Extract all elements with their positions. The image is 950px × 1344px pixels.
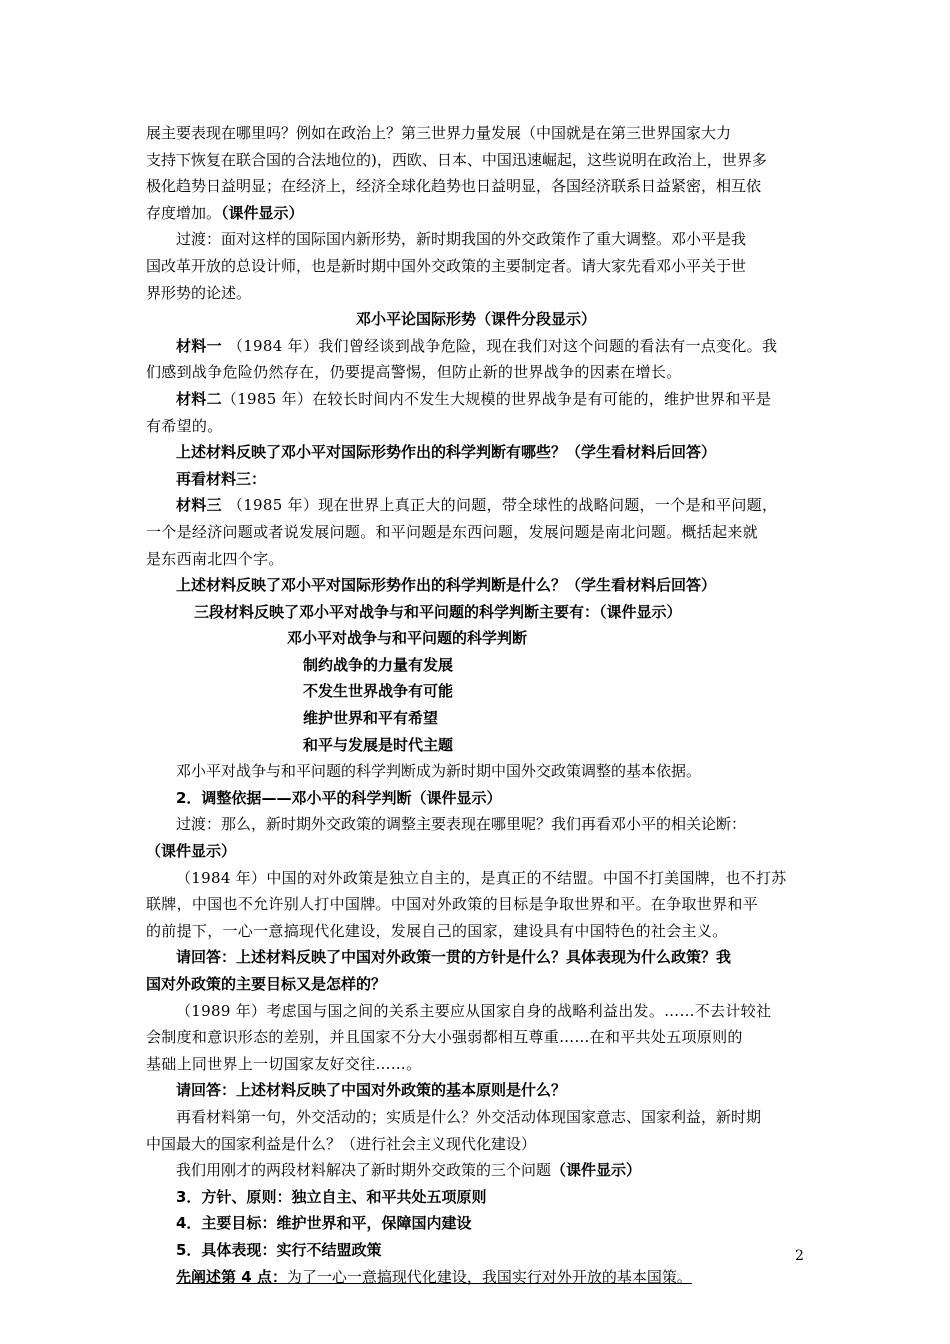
question-line: 请回答：上述材料反映了中国对外政策一贯的方针是什么？具体表现为什么政策？我 xyxy=(176,948,732,967)
text-span: （1985 年）在较长时间内不发生大规模的世界战争是有可能的，维护世界和平是 xyxy=(221,389,772,408)
material-line: 一个是经济问题或者说发展问题。和平问题是东西问题，发展问题是南北问题。概括起来就 xyxy=(146,522,759,541)
material-line: 会制度和意识形态的差别，并且国家不分大小强弱都相互尊重……在和平共处五项原则的 xyxy=(146,1028,743,1047)
material-line xyxy=(146,492,806,519)
material-line: 基础上同世界上一切国家友好交往……。 xyxy=(146,1054,422,1073)
text-span: 我们用刚才的两段材料解决了新时期外交政策的三个问题 xyxy=(176,1161,552,1180)
question-line: 三段材料反映了邓小平对战争与和平问题的科学判断主要有：（课件显示） xyxy=(194,602,682,621)
paragraph-line: 界形势的论述。 xyxy=(146,283,252,302)
underlined-text: 为了一心一意搞现代化建设，我国实行对外开放的基本国策。 xyxy=(286,1267,692,1286)
judgement-item: 和平与发展是时代主题 xyxy=(303,735,454,754)
material-line: 有希望的。 xyxy=(146,416,223,435)
question-line: 再看材料三： xyxy=(176,469,267,488)
paragraph-line xyxy=(146,200,806,227)
material-line: （1989 年）考虑国与国之间的关系主要应从国家自身的战略利益出发。……不去计较社 xyxy=(176,1001,772,1020)
paragraph-line: 中国最大的国家利益是什么？（进行社会主义现代化建设） xyxy=(146,1134,537,1153)
material-line: （1984 年）中国的对外政策是独立自主的，是真正的不结盟。中国不打美国牌，也不打苏 xyxy=(176,868,787,887)
material-line: 的前提下，一心一意搞现代化建设，发展自己的国家，建设具有中国特色的社会主义。 xyxy=(146,921,728,940)
judgement-item: 不发生世界战争有可能 xyxy=(303,682,454,701)
material-line xyxy=(146,333,806,360)
text-span: （1985 年）现在世界上真正大的问题，带全球性的战略问题，一个是和平问题， xyxy=(227,496,778,515)
material-label: 材料三 xyxy=(176,496,222,515)
judgement-item: 维护世界和平有希望 xyxy=(303,709,439,728)
text-span: （1984 年）我们曾经谈到战争危险，现在我们对这个问题的看法有一点变化。我 xyxy=(227,336,778,355)
bold-note: （课件显示） xyxy=(551,1161,642,1180)
question-line: 请回答：上述材料反映了中国对外政策的基本原则是什么？ xyxy=(176,1081,567,1100)
question-line: 国对外政策的主要目标又是怎样的？ xyxy=(146,975,387,993)
material-line: 是东西南北四个字。 xyxy=(146,549,284,568)
judgement-item: 制约战争的力量有发展 xyxy=(303,655,454,674)
paragraph-line: 再看材料第一句，外交活动的；实质是什么？外交活动体现国家意志、国家利益，新时期 xyxy=(176,1107,762,1126)
policy-point: 5．具体表现：实行不结盟政策 xyxy=(176,1240,382,1259)
paragraph-line: 国改革开放的总设计师，也是新时期中国外交政策的主要制定者。请大家先看邓小平关于世 xyxy=(146,256,747,275)
material-line: 们感到战争危险仍然存在，仍要提高警惕，但防止新的世界战争的因素在增长。 xyxy=(146,363,682,382)
page-body xyxy=(146,120,806,1290)
paragraph-line: 过渡：面对这样的国际国内新形势，新时期我国的外交政策作了重大调整。邓小平是我 xyxy=(176,230,747,249)
policy-point: 4．主要目标：维护世界和平，保障国内建设 xyxy=(176,1214,472,1233)
paragraph-line: 展主要表现在哪里吗？例如在政治上？第三世界力量发展（中国就是在第三世界国家大力 xyxy=(146,124,732,142)
paragraph-line: 极化趋势日益明显；在经济上，经济全球化趋势也日益明显，各国经济联系日益紧密，相互依 xyxy=(146,177,762,196)
question-line: 上述材料反映了邓小平对国际形势作出的科学判断有哪些？（学生看材料后回答） xyxy=(176,443,717,462)
judgement-title: 邓小平对战争与和平问题的科学判断 xyxy=(287,629,528,648)
section-point: 2．调整依据——邓小平的科学判断（课件显示） xyxy=(176,788,502,807)
paragraph-line xyxy=(146,1157,806,1184)
text-span: 存度增加。 xyxy=(146,203,222,222)
material-line: 联牌，中国也不允许别人打中国牌。中国对外政策的目标是争取世界和平。在争取世界和平 xyxy=(146,895,759,914)
section-heading: 邓小平论国际形势（课件分段显示） xyxy=(355,310,596,329)
page-number: 2 xyxy=(795,1248,804,1264)
policy-point: 3．方针、原则：独立自主、和平共处五项原则 xyxy=(176,1187,487,1206)
material-label: 材料一 xyxy=(176,336,222,355)
bold-note: （课件显示） xyxy=(221,203,304,222)
material-label: 材料二 xyxy=(176,389,222,408)
material-line xyxy=(146,386,806,413)
paragraph-line: 过渡：那么，新时期外交政策的调整主要表现在哪里呢？我们再看邓小平的相关论断： xyxy=(176,815,747,834)
paragraph-line: 支持下恢复在联合国的合法地位的)，西欧、日本、中国迅速崛起，这些说明在政治上，世界多 xyxy=(146,150,767,169)
paragraph-line: 邓小平对战争与和平问题的科学判断成为新时期中国外交政策调整的基本依据。 xyxy=(176,762,702,781)
underlined-lead: 先阐述第 4 点： xyxy=(176,1267,287,1286)
question-line: 上述材料反映了邓小平对国际形势作出的科学判断是什么？（学生看材料后回答） xyxy=(176,576,717,595)
paragraph-line xyxy=(146,1264,806,1291)
bold-note: （课件显示） xyxy=(146,842,237,861)
